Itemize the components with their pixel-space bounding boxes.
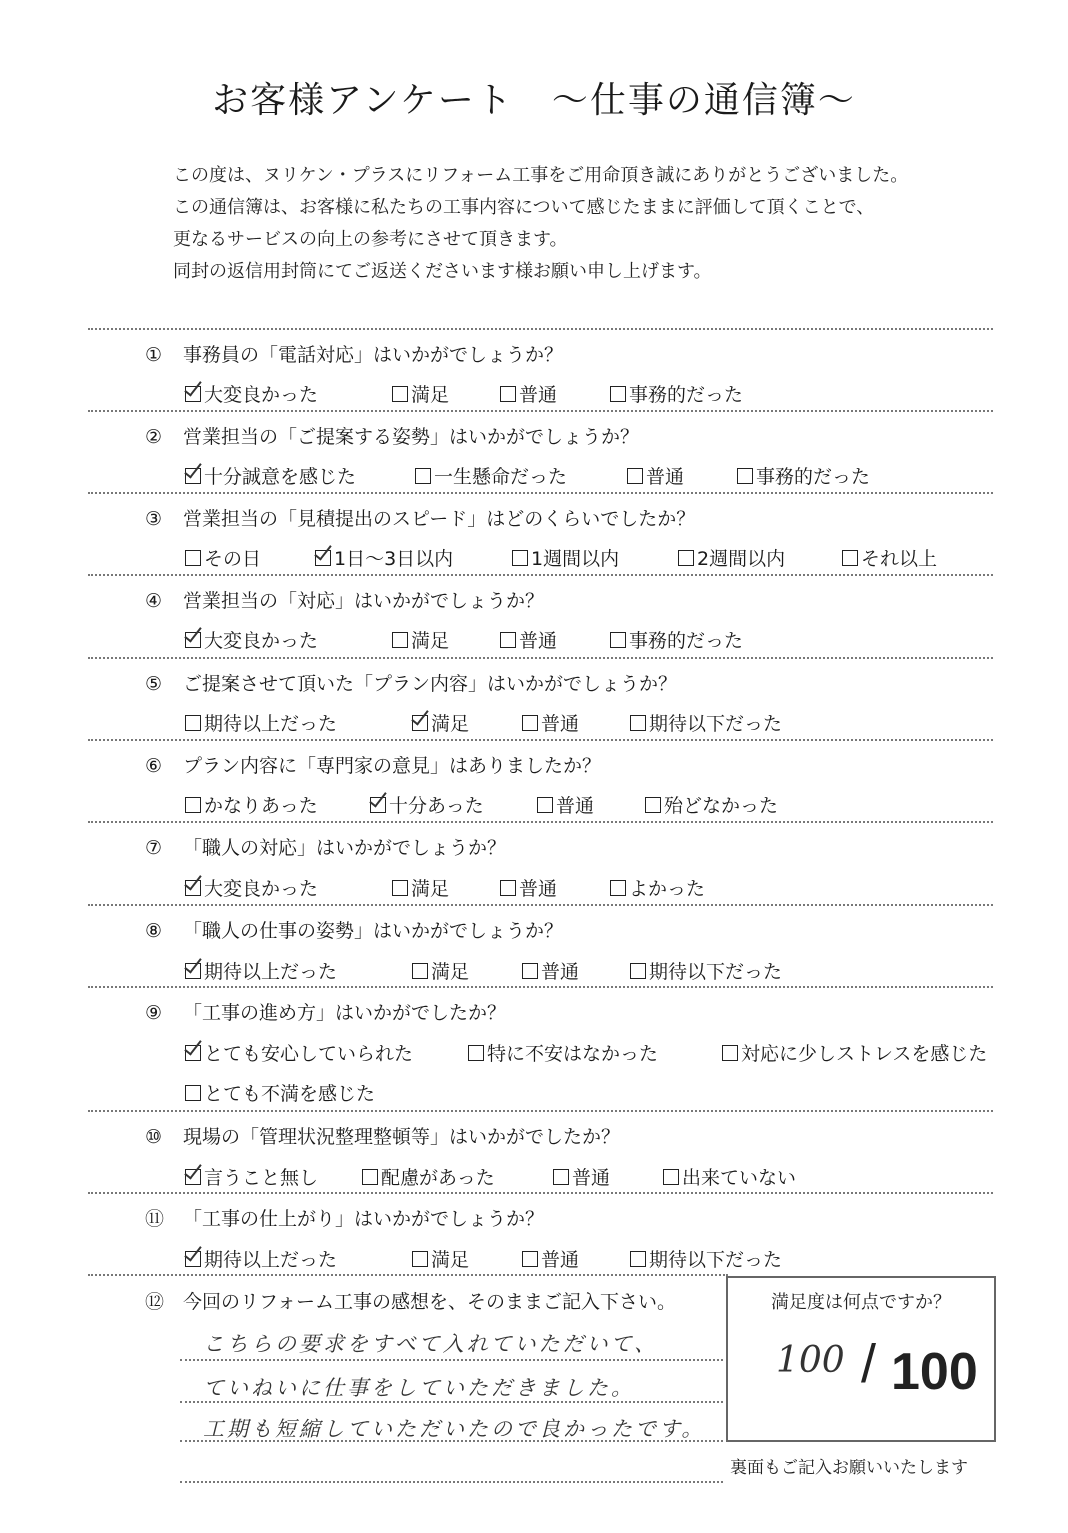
separator — [88, 657, 993, 659]
q9-option-4[interactable]: とても不満を感じた — [185, 1079, 375, 1106]
checkbox-checked[interactable] — [185, 386, 201, 402]
separator — [88, 821, 993, 823]
q10-option-4[interactable]: 出来ていない — [663, 1163, 796, 1190]
q6-option-3[interactable]: 普通 — [537, 791, 594, 818]
comment-rule — [180, 1401, 723, 1403]
checkbox[interactable] — [610, 880, 626, 896]
checkbox[interactable] — [522, 1251, 538, 1267]
q2-option-3[interactable]: 普通 — [627, 462, 684, 489]
separator — [88, 492, 993, 494]
intro-text — [173, 160, 908, 288]
checkbox[interactable] — [500, 880, 516, 896]
checkbox[interactable] — [512, 550, 528, 566]
q5-option-1[interactable]: 期待以上だった — [185, 709, 337, 736]
checkbox[interactable] — [627, 468, 643, 484]
q10-option-3[interactable]: 普通 — [553, 1163, 610, 1190]
footer-note: 裏面もご記入お願いいたします — [730, 1458, 968, 1478]
comment-line: ていねいに仕事をしていただきました。 — [203, 1376, 635, 1400]
intro-line: この通信簿は、お客様に私たちの工事内容について感じたままに評価して頂くことで、 — [173, 197, 875, 218]
checkbox-checked[interactable] — [185, 1251, 201, 1267]
q3-option-2[interactable]: 1日～3日以内 — [315, 544, 453, 571]
q8-option-2[interactable]: 満足 — [412, 957, 469, 984]
score-slash: / — [861, 1334, 877, 1394]
comment-rule — [180, 1481, 723, 1483]
q9-option-2[interactable]: 特に不安はなかった — [468, 1039, 658, 1066]
question-10: ⑩ 現場の「管理状況整理整頓等」はいかがでしたか？ — [145, 1126, 621, 1148]
q8-option-3[interactable]: 普通 — [522, 957, 579, 984]
checkbox[interactable] — [630, 1251, 646, 1267]
checkbox[interactable] — [392, 632, 408, 648]
separator — [88, 574, 993, 576]
q4-option-3[interactable]: 普通 — [500, 626, 557, 653]
checkbox[interactable] — [185, 715, 201, 731]
q7-option-1[interactable]: 大変良かった — [185, 874, 318, 901]
separator — [88, 410, 993, 412]
q10-option-2[interactable]: 配慮があった — [362, 1163, 495, 1190]
checkbox[interactable] — [362, 1169, 378, 1185]
checkbox[interactable] — [842, 550, 858, 566]
checkbox[interactable] — [522, 715, 538, 731]
separator — [88, 986, 993, 988]
q1-option-4[interactable]: 事務的だった — [610, 380, 743, 407]
checkbox[interactable] — [412, 1251, 428, 1267]
q7-option-3[interactable]: 普通 — [500, 874, 557, 901]
intro-line: 同封の返信用封筒にてご返送くださいます様お願い申し上げます。 — [173, 261, 712, 282]
question-2: ② 営業担当の「ご提案する姿勢」はいかがでしょうか？ — [145, 426, 640, 448]
comment-rule — [180, 1359, 723, 1361]
question-11: ⑪ 「工事の仕上がり」はいかがでしょうか？ — [145, 1208, 545, 1230]
q5-option-3[interactable]: 普通 — [522, 709, 579, 736]
question-7: ⑦ 「職人の対応」はいかがでしょうか？ — [145, 837, 507, 859]
q6-option-2[interactable]: 十分あった — [370, 791, 484, 818]
separator — [88, 1192, 993, 1194]
checkbox[interactable] — [500, 386, 516, 402]
checkbox[interactable] — [537, 797, 553, 813]
q5-option-4[interactable]: 期待以下だった — [630, 709, 782, 736]
q3-option-4[interactable]: 2週間以内 — [678, 544, 785, 571]
intro-line: 更なるサービスの向上の参考にさせて頂きます。 — [173, 229, 568, 250]
checkbox-checked[interactable] — [185, 1169, 201, 1185]
checkbox[interactable] — [722, 1045, 738, 1061]
q3-option-5[interactable]: それ以上 — [842, 544, 937, 571]
q1-option-1[interactable]: 大変良かった — [185, 380, 318, 407]
q3-option-3[interactable]: 1週間以内 — [512, 544, 619, 571]
q2-option-1[interactable]: 十分誠意を感じた — [185, 462, 356, 489]
question-8: ⑧ 「職人の仕事の姿勢」はいかがでしょうか？ — [145, 920, 564, 942]
q3-option-1[interactable]: その日 — [185, 544, 261, 571]
checkbox-checked[interactable] — [185, 632, 201, 648]
separator — [88, 1274, 728, 1276]
q11-option-1[interactable]: 期待以上だった — [185, 1245, 337, 1272]
checkbox[interactable] — [185, 797, 201, 813]
score-label: 満足度は何点ですか？ — [771, 1292, 951, 1313]
score-handwritten: 100 — [776, 1340, 845, 1381]
checkbox[interactable] — [610, 386, 626, 402]
checkbox[interactable] — [645, 797, 661, 813]
checkbox[interactable] — [415, 468, 431, 484]
q4-option-4[interactable]: 事務的だった — [610, 626, 743, 653]
checkbox-checked[interactable] — [412, 715, 428, 731]
checkbox-checked[interactable] — [370, 797, 386, 813]
checkbox[interactable] — [392, 386, 408, 402]
q4-option-1[interactable]: 大変良かった — [185, 626, 318, 653]
checkbox-checked[interactable] — [315, 550, 331, 566]
checkbox[interactable] — [630, 715, 646, 731]
q5-option-2[interactable]: 満足 — [412, 709, 469, 736]
checkbox[interactable] — [185, 550, 201, 566]
checkbox[interactable] — [610, 632, 626, 648]
question-9: ⑨ 「工事の進め方」はいかがでしたか？ — [145, 1002, 507, 1024]
separator — [88, 328, 993, 330]
checkbox-checked[interactable] — [185, 1045, 201, 1061]
q2-option-2[interactable]: 一生懸命だった — [415, 462, 567, 489]
checkbox[interactable] — [500, 632, 516, 648]
checkbox[interactable] — [737, 468, 753, 484]
q8-option-4[interactable]: 期待以下だった — [630, 957, 782, 984]
question-3: ③ 営業担当の「見積提出のスピード」はどのくらいでしたか？ — [145, 508, 696, 530]
q6-option-1[interactable]: かなりあった — [185, 791, 318, 818]
checkbox[interactable] — [392, 880, 408, 896]
q8-option-1[interactable]: 期待以上だった — [185, 957, 337, 984]
checkbox[interactable] — [553, 1169, 569, 1185]
checkbox-checked[interactable] — [185, 963, 201, 979]
separator — [88, 1110, 993, 1112]
q9-option-3[interactable]: 対応に少しストレスを感じた — [722, 1039, 987, 1066]
q10-option-1[interactable]: 言うこと無し — [185, 1163, 318, 1190]
comment-line: 工期も短縮していただいたので良かったです。 — [203, 1417, 706, 1441]
checkbox[interactable] — [522, 963, 538, 979]
comment-line: こちらの要求をすべて入れていただいて、 — [203, 1332, 659, 1356]
q1-option-2[interactable]: 満足 — [392, 380, 449, 407]
checkbox[interactable] — [412, 963, 428, 979]
question-5: ⑤ ご提案させて頂いた「プラン内容」はいかがでしょうか？ — [145, 673, 678, 695]
q2-option-4[interactable]: 事務的だった — [737, 462, 870, 489]
separator — [88, 904, 993, 906]
survey-title: お客様アンケート ～仕事の通信簿～ — [212, 80, 856, 121]
question-4: ④ 営業担当の「対応」はいかがでしょうか？ — [145, 590, 545, 612]
checkbox-checked[interactable] — [185, 468, 201, 484]
question-6: ⑥ プラン内容に「専門家の意見」はありましたか？ — [145, 755, 602, 777]
q7-option-2[interactable]: 満足 — [392, 874, 449, 901]
q11-option-2[interactable]: 満足 — [412, 1245, 469, 1272]
question-12: ⑫ 今回のリフォーム工事の感想を、そのままご記入下さい。 — [145, 1291, 677, 1313]
q1-option-3[interactable]: 普通 — [500, 380, 557, 407]
intro-line: この度は、ヌリケン・プラスにリフォーム工事をご用命頂き誠にありがとうございました。 — [173, 165, 909, 186]
score-max: 100 — [891, 1343, 978, 1401]
checkbox[interactable] — [630, 963, 646, 979]
q9-option-1[interactable]: とても安心していられた — [185, 1039, 413, 1066]
checkbox[interactable] — [663, 1169, 679, 1185]
checkbox[interactable] — [185, 1085, 201, 1101]
checkbox-checked[interactable] — [185, 880, 201, 896]
q11-option-3[interactable]: 普通 — [522, 1245, 579, 1272]
question-1: ① 事務員の「電話対応」はいかがでしょうか？ — [145, 344, 564, 366]
q6-option-4[interactable]: 殆どなかった — [645, 791, 778, 818]
score-box — [726, 1276, 996, 1442]
checkbox[interactable] — [468, 1045, 484, 1061]
comment-rule — [180, 1440, 723, 1442]
q11-option-4[interactable]: 期待以下だった — [630, 1245, 782, 1272]
q7-option-4[interactable]: よかった — [610, 874, 705, 901]
separator — [88, 739, 993, 741]
q4-option-2[interactable]: 満足 — [392, 626, 449, 653]
checkbox[interactable] — [678, 550, 694, 566]
